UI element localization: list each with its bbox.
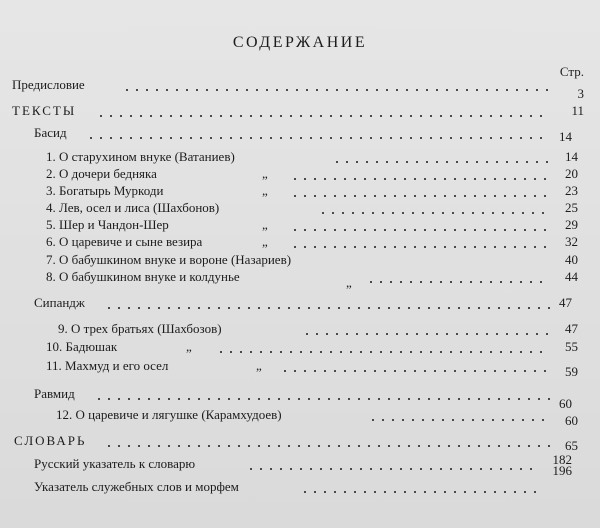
toc-entry-label: 2. О дочери бедняка (46, 166, 157, 181)
toc-entry-label: СЛОВАРЬ (14, 433, 87, 448)
toc-entry (34, 124, 572, 142)
toc-entry-page: 29 (565, 217, 578, 232)
ditto-mark: „ (262, 166, 268, 181)
toc-entry (46, 357, 578, 379)
ditto-mark: „ (256, 358, 262, 373)
toc-entry-label: Предисловие (12, 77, 85, 92)
leader-dots (86, 124, 550, 142)
ditto-mark: „ (346, 275, 352, 290)
toc-entry-label: 3. Богатырь Муркоди (46, 183, 164, 198)
toc-entry (14, 432, 578, 453)
leader-dots (94, 385, 550, 403)
toc-entry-page: 182 (552, 452, 572, 467)
toc-entry-page: 196 (552, 463, 572, 478)
toc-entry-label: 4. Лев, осел и лиса (Шахбонов) (46, 200, 220, 215)
leader-dots (302, 320, 550, 338)
toc-entry-page: 47 (559, 295, 572, 310)
toc-entry (34, 294, 572, 312)
toc-entry-page: 23 (565, 183, 578, 198)
toc-entry-page: 59 (565, 364, 578, 379)
toc-entry (46, 216, 578, 234)
toc-entry-label: ТЕКСТЫ (12, 103, 77, 118)
leader-dots (280, 357, 550, 375)
leader-dots (122, 76, 550, 94)
leader-dots (246, 455, 536, 473)
toc-entry-label: 11. Махмуд и его осел (46, 358, 169, 373)
toc-entry-page: 25 (565, 200, 578, 215)
leader-dots (104, 294, 550, 312)
toc-entry-label: 12. О царевиче и лягушке (Карамхудоев) (56, 407, 282, 422)
toc-entry-label: 6. О царевиче и сыне везира (46, 234, 203, 249)
toc-entry-label: 9. О трех братьях (Шахбозов) (58, 321, 222, 336)
toc-entry (46, 338, 578, 356)
leader-dots (290, 182, 550, 200)
toc-entry (34, 452, 572, 473)
toc-entry (46, 233, 578, 251)
toc-entry-label: 10. Бадюшак (46, 339, 118, 354)
toc-entry-page: 55 (565, 339, 578, 354)
ditto-mark: „ (262, 234, 268, 249)
toc-entry-page: 60 (565, 413, 578, 428)
toc-entry (46, 406, 578, 428)
page-column-header: Стр. (559, 64, 584, 79)
leader-dots (318, 199, 550, 217)
toc-entry-page: 65 (565, 438, 578, 453)
toc-entry-page: 47 (565, 321, 578, 336)
toc-entry-label: Сипандж (34, 295, 85, 310)
toc-entry (46, 199, 578, 217)
ditto-mark: „ (262, 183, 268, 198)
toc-entry (46, 320, 578, 338)
leader-dots (96, 102, 550, 120)
toc-entry-label: 7. О бабушкином внуке и вороне (Назариев) (46, 252, 292, 267)
toc-entry (12, 76, 584, 101)
toc-entry-page: 44 (565, 269, 578, 284)
toc-entry-label: 8. О бабушкином внуке и колдунье (46, 269, 240, 284)
leader-dots (290, 233, 550, 251)
toc-entry-label: Русский указатель к словарю (34, 456, 196, 471)
toc-entry (46, 268, 578, 290)
leader-dots (332, 148, 550, 166)
toc-entry (46, 251, 578, 269)
leader-dots (290, 216, 550, 234)
toc-entry-label: Равмид (34, 386, 75, 401)
toc-entry (46, 148, 578, 166)
toc-entry (34, 385, 572, 411)
page-title: СОДЕРЖАНИЕ (232, 34, 368, 51)
ditto-mark: „ (262, 217, 268, 232)
toc-entry-label: Басид (34, 125, 67, 140)
leader-dots (366, 268, 550, 286)
toc-entry (46, 165, 578, 183)
ditto-mark: „ (186, 339, 192, 354)
leader-dots (290, 165, 550, 183)
toc-entry (46, 182, 578, 200)
toc-entry-page: 32 (565, 234, 578, 249)
toc-entry (12, 102, 584, 120)
leader-dots (300, 478, 536, 496)
leader-dots (368, 406, 550, 424)
toc-entry-page: 14 (565, 149, 578, 164)
toc-entry-page: 14 (559, 129, 572, 144)
toc-entry-page: 20 (565, 166, 578, 181)
toc-entry-label: 1. О старухином внуке (Ватаниев) (46, 149, 235, 164)
toc-entry-page: 11 (571, 103, 584, 118)
toc-entry-label: 5. Шер и Чандон-Шер (46, 217, 169, 232)
leader-dots (216, 338, 550, 356)
leader-dots (104, 432, 550, 450)
toc-entry-label: Указатель служебных слов и морфем (34, 479, 239, 494)
toc-entry-page: 3 (577, 86, 584, 101)
toc-entry-page: 40 (565, 252, 578, 267)
toc-entry-page: 60 (559, 396, 572, 411)
